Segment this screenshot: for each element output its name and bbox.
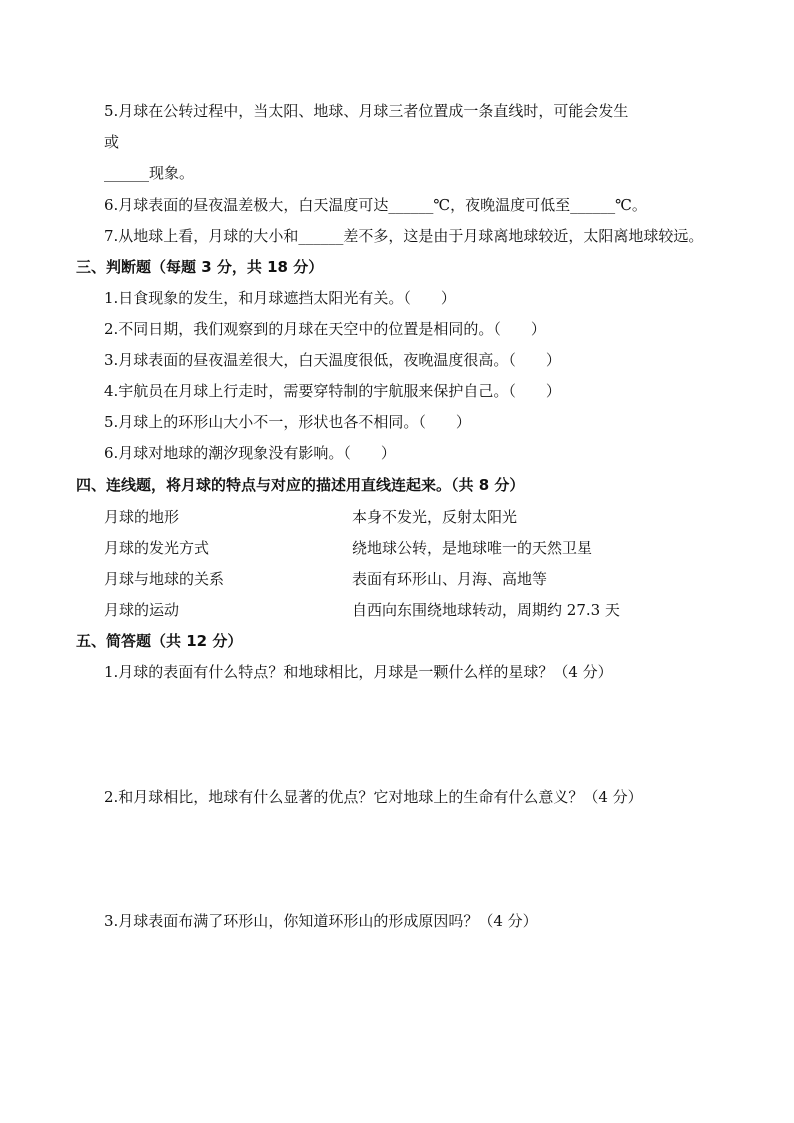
fill-question-5-line-1: 5.月球在公转过程中，当太阳、地球、月球三者位置成一条直线时，可能会发生 <box>104 102 629 120</box>
judge-item-1: 1.日食现象的发生，和月球遮挡太阳光有关。（ ） <box>104 289 456 307</box>
short-question-1: 1.月球的表面有什么特点？和地球相比，月球是一颗什么样的星球？（4 分） <box>104 663 613 681</box>
judge-item-4: 4.宇航员在月球上行走时，需要穿特制的宇航服来保护自己。（ ） <box>104 382 561 400</box>
fill-question-5-line-3: ______现象。 <box>104 164 195 182</box>
short-section-title: 五、简答题（共 12 分） <box>76 632 243 650</box>
match-left-item-3: 月球与地球的关系 <box>104 570 225 588</box>
judge-item-3: 3.月球表面的昼夜温差很大，白天温度很低，夜晚温度很高。（ ） <box>104 351 561 369</box>
fill-question-6: 6.月球表面的昼夜温差极大，白天温度可达______℃，夜晚温度可低至______℃。 <box>104 196 647 214</box>
match-left-item-1: 月球的地形 <box>104 508 180 526</box>
judge-item-5: 5.月球上的环形山大小不一，形状也各不相同。（ ） <box>104 413 471 431</box>
judge-item-2: 2.不同日期，我们观察到的月球在天空中的位置是相同的。（ ） <box>104 320 546 338</box>
short-question-3: 3.月球表面布满了环形山，你知道环形山的形成原因吗？（4 分） <box>104 912 538 930</box>
match-right-item-4: 自西向东围绕地球转动，周期约 27.3 天 <box>352 601 620 619</box>
match-left-item-2: 月球的发光方式 <box>104 539 210 557</box>
match-right-item-2: 绕地球公转，是地球唯一的天然卫星 <box>352 539 593 557</box>
match-right-item-3: 表面有环形山、月海、高地等 <box>352 570 548 588</box>
judge-item-6: 6.月球对地球的潮汐现象没有影响。（ ） <box>104 444 396 462</box>
fill-question-7: 7.从地球上看，月球的大小和______差不多，这是由于月球离地球较近，太阳离地球较远。 <box>104 227 704 245</box>
match-right-item-1: 本身不发光，反射太阳光 <box>352 508 518 526</box>
judge-section-title: 三、判断题（每题 3 分，共 18 分） <box>76 258 324 276</box>
short-question-2: 2.和月球相比，地球有什么显著的优点？它对地球上的生命有什么意义？（4 分） <box>104 788 643 806</box>
fill-question-5-line-2: 或 <box>104 133 120 151</box>
match-section-title: 四、连线题，将月球的特点与对应的描述用直线连起来。（共 8 分） <box>76 476 525 494</box>
match-left-item-4: 月球的运动 <box>104 601 180 619</box>
